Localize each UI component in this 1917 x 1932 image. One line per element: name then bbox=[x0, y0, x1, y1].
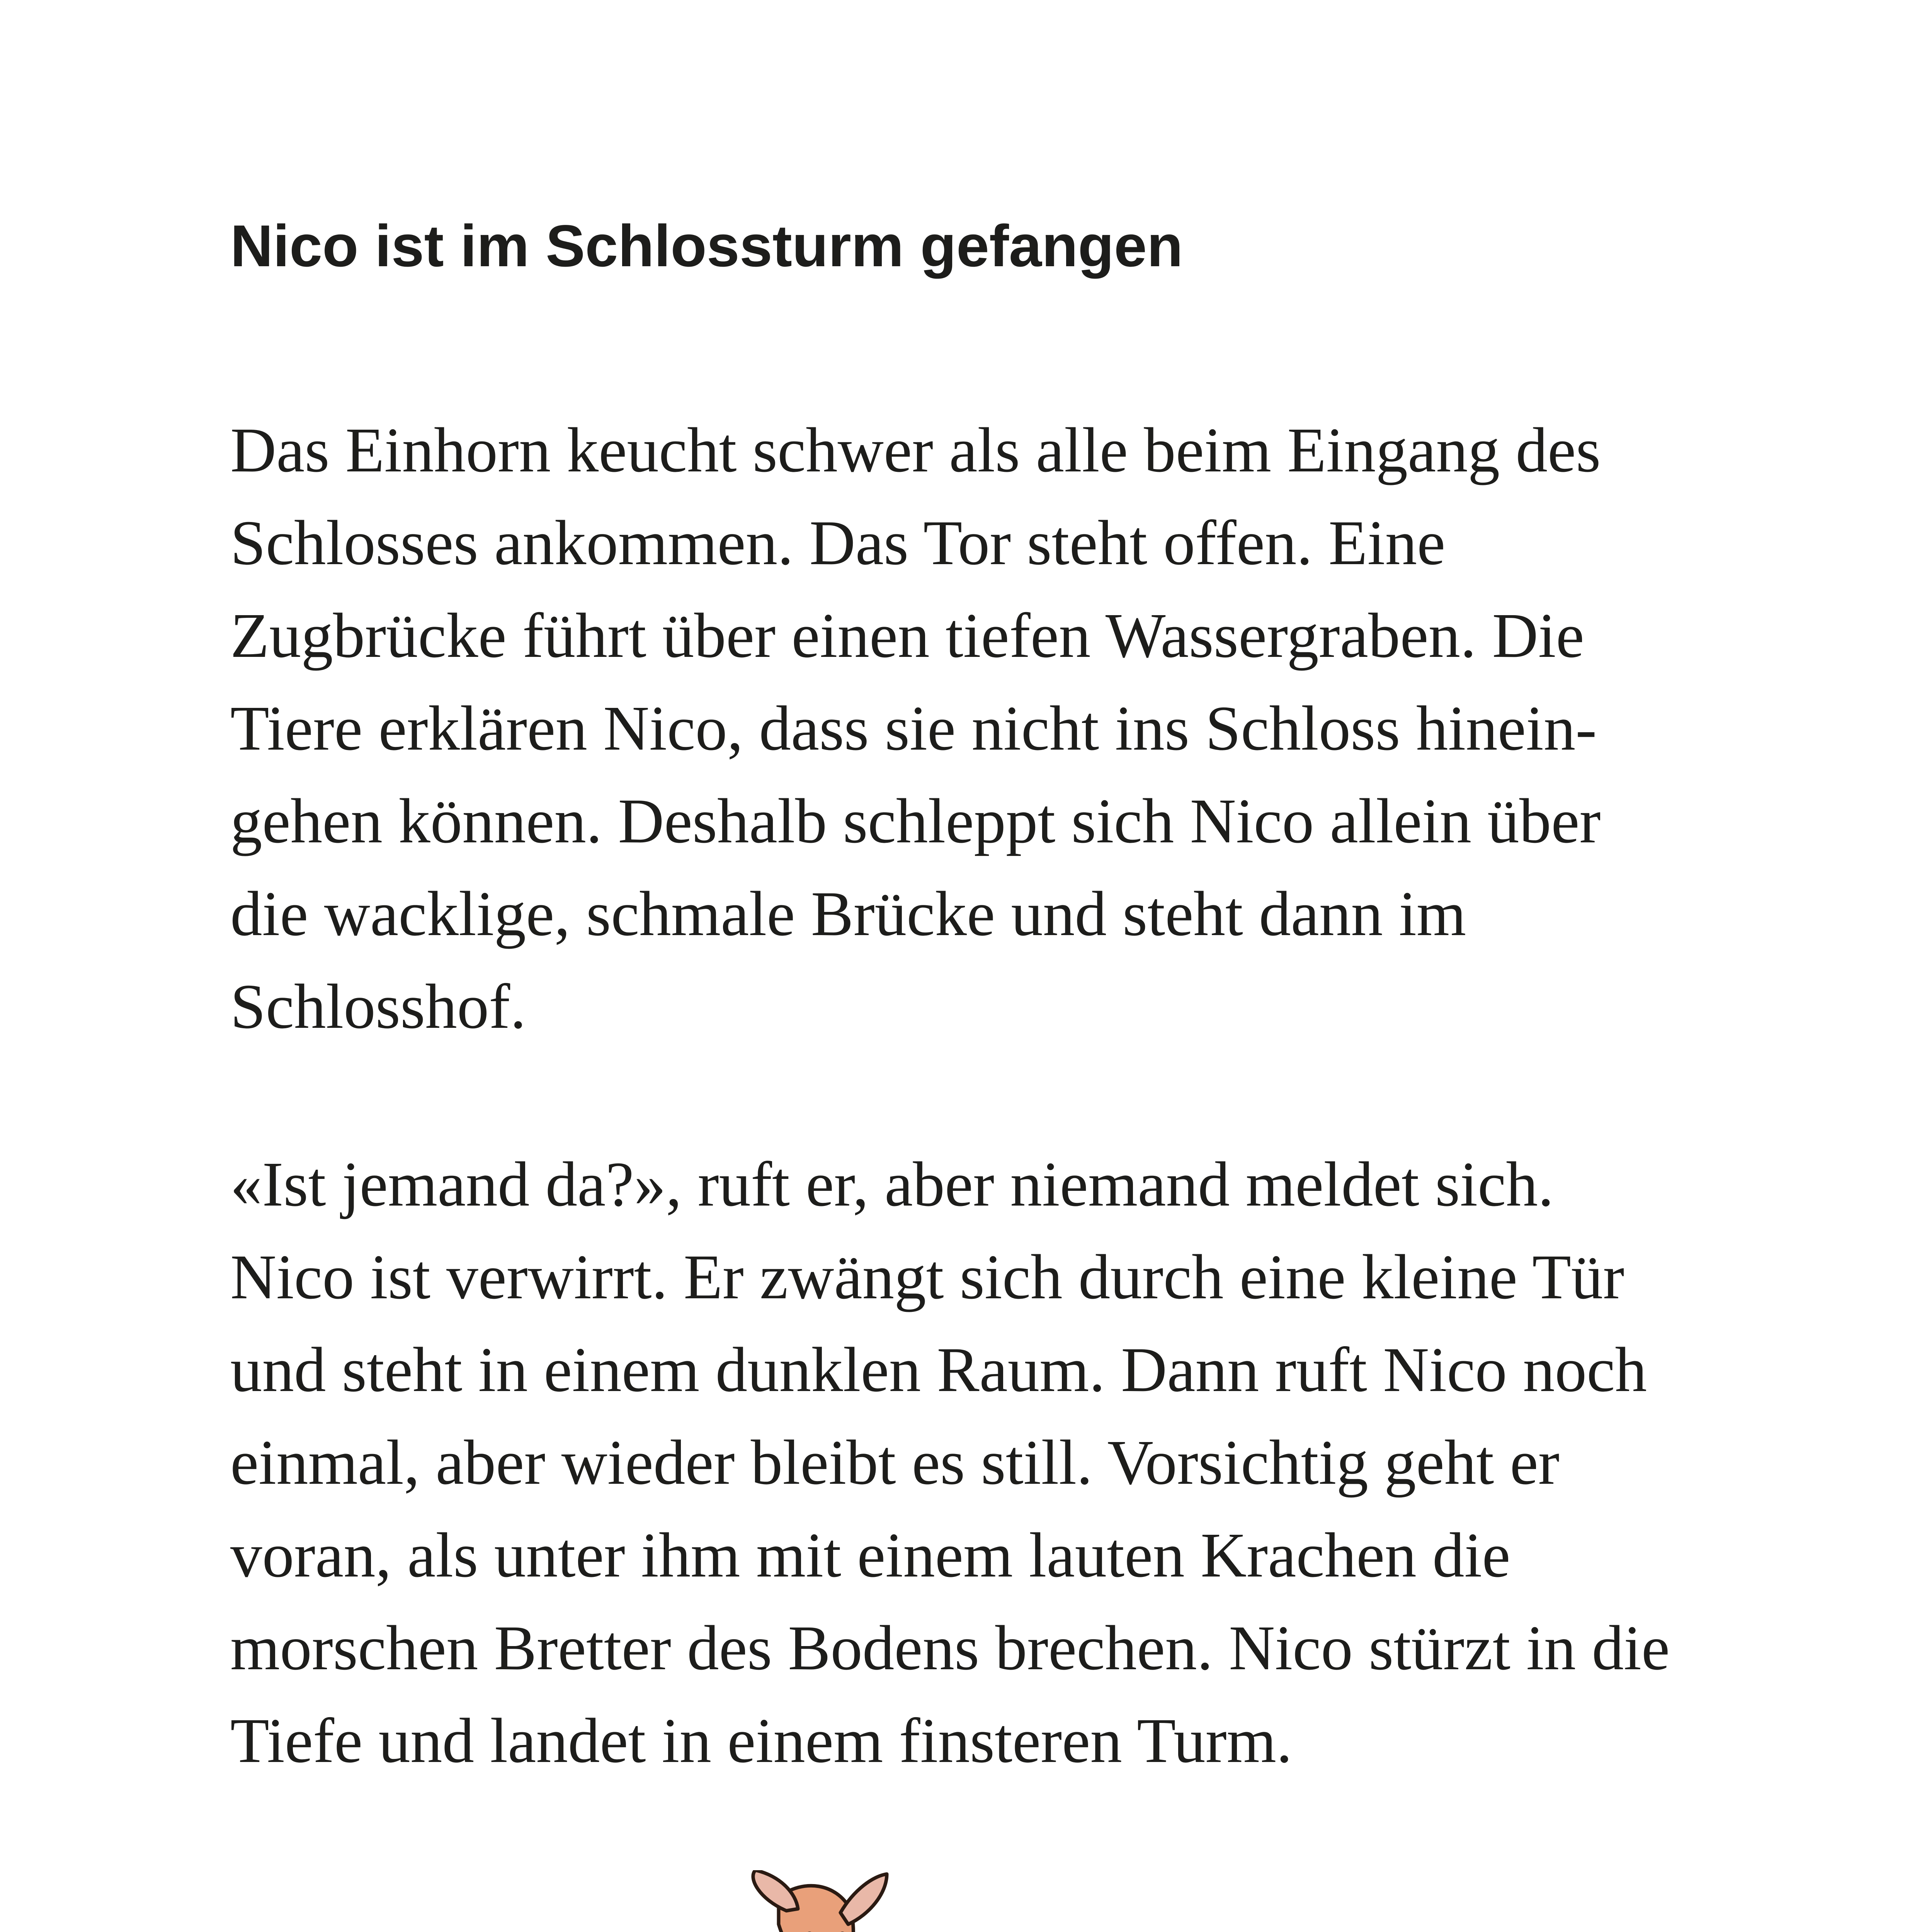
text-line: Tiere erklären Nico, dass sie nicht ins Schloss hinein- bbox=[230, 693, 1597, 764]
text-line: «Ist jemand da?», ruft er, aber niemand meldet sich. bbox=[230, 1149, 1554, 1219]
text-line: einmal, aber wieder bleibt es still. Vorsichtig geht er bbox=[230, 1427, 1560, 1498]
text-line: gehen können. Deshalb schleppt sich Nico allein über bbox=[230, 786, 1601, 856]
doe-icon bbox=[476, 1870, 887, 1932]
page-title: Nico ist im Schlossturm gefangen bbox=[230, 213, 1183, 279]
text-line: Zugbrücke führt über einen tiefen Wassergraben. Die bbox=[230, 600, 1584, 671]
paragraph-2 bbox=[230, 1138, 1670, 1787]
text-line: Nico ist verwirrt. Er zwängt sich durch eine kleine Tür bbox=[230, 1242, 1624, 1312]
text-line: Schlosshof. bbox=[230, 971, 526, 1042]
text-line: Tiefe und landet in einem finsteren Turm. bbox=[230, 1705, 1293, 1776]
deer-illustration bbox=[464, 1870, 1314, 1932]
text-line: und steht in einem dunklen Raum. Dann ruft Nico noch bbox=[230, 1334, 1647, 1405]
text-line: voran, als unter ihm mit einem lauten Krachen die bbox=[230, 1520, 1510, 1590]
paragraph-1 bbox=[230, 404, 1601, 1053]
text-line: morschen Bretter des Bodens brechen. Nico stürzt in die bbox=[230, 1612, 1670, 1683]
text-line: die wacklige, schmale Brücke und steht dann im bbox=[230, 878, 1466, 949]
text-line: Das Einhorn keucht schwer als alle beim Eingang des bbox=[230, 415, 1601, 485]
text-line: Schlosses ankommen. Das Tor steht offen. Eine bbox=[230, 507, 1446, 578]
